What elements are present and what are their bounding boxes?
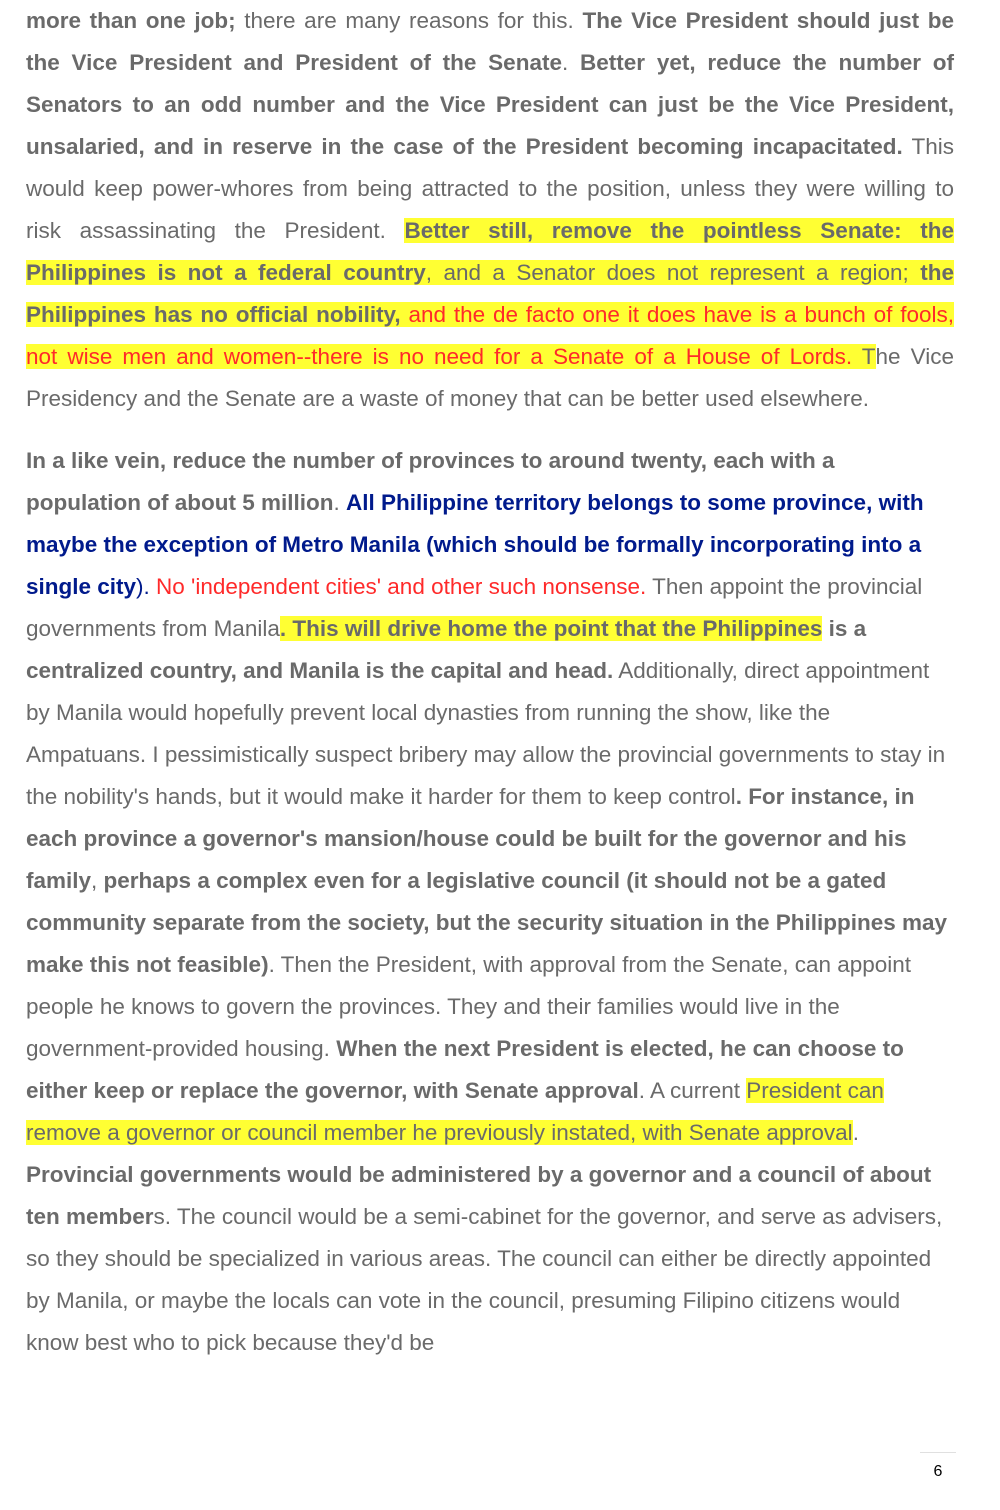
- text-run: In a like vein, reduce the number of provinces to around twenty, each with a population of about 5 million: [26, 448, 835, 515]
- text-run: President can remove a governor or council member he previously instated, with Senate approval: [26, 1078, 884, 1145]
- page-number: 6: [933, 1463, 943, 1480]
- text-run: The Vice President should just be the Vice President and President of the Senate: [26, 8, 955, 75]
- text-run: , and a Senator does not represent a region;: [425, 260, 921, 285]
- text-run: No 'independent cities' and other such nonsense.: [156, 574, 647, 599]
- text-run: and the de facto one it does have is a bunch of fools, not wise men and women--there is no need for a Senate of a House of Lords.: [26, 302, 954, 369]
- text-run: he Vice Presidency and the Senate are a waste of money that can be better used elsewhere.: [26, 344, 954, 411]
- text-run: When the next President is elected, he can choose to either keep or replace the governor, with Senate approval: [26, 1036, 904, 1103]
- text-run: .: [561, 50, 581, 75]
- text-run: the Philippines has no official nobility,: [26, 260, 954, 327]
- text-run: Provincial governments would be administered by a governor and a council of about ten member: [26, 1162, 932, 1229]
- text-run: .: [852, 1120, 859, 1145]
- paragraph-provinces: [26, 440, 954, 1364]
- text-run: is a centralized country, and Manila is the capital and head.: [26, 616, 867, 683]
- text-run: Better yet, reduce the number of Senators to an odd number and the Vice President can just be the Vice President, unsalaried, and in reserve in the case of the President becoming incapacitated.: [26, 50, 954, 159]
- text-run: . A current: [638, 1078, 747, 1103]
- text-run: ,: [91, 868, 104, 893]
- page-number-rule: [920, 1452, 956, 1453]
- text-run: ).: [136, 574, 157, 599]
- text-run: .: [333, 490, 346, 515]
- document-page: [26, 0, 954, 1364]
- text-run: s. The council would be a semi-cabinet for the governor, and serve as advisers, so they should be specialized in various areas. The council can either be directly appointed by Manila, or maybe the locals can vote in the council, presuming Filipino citizens would know best who to pick because they'd be: [26, 1204, 943, 1355]
- text-run: there are many reasons for this.: [235, 8, 583, 33]
- text-run: All Philippine territory belongs to some province, with maybe the exception of Metro Manila (which should be formally incorporating into a single city: [26, 490, 924, 599]
- text-run: Additionally, direct appointment by Manila would hopefully prevent local dynasties from running the show, like the Ampatuans. I pessimistically suspect bribery may allow the provincial governments to stay in the nobility's hands, but it would make it harder for them to keep control: [26, 658, 946, 809]
- text-run: Better still, remove the pointless Senate: the Philippines is not a federal country: [26, 218, 954, 285]
- text-run: This would keep power-whores from being attracted to the position, unless they were willing to risk assassinating the President.: [26, 134, 954, 243]
- text-run: . Then the President, with approval from the Senate, can appoint people he knows to govern the provinces. They and their families would live in the government-provided housing.: [26, 952, 912, 1061]
- text-run: T: [861, 344, 876, 369]
- text-run: Then appoint the provincial governments from Manila: [26, 574, 923, 641]
- text-run: more than one job;: [26, 8, 236, 33]
- text-run: . For instance, in each province a governor's mansion/house could be built for the governor and his family: [26, 784, 915, 893]
- paragraph-senate: [26, 0, 954, 420]
- text-run: . This will drive home the point that the Philippines: [279, 616, 823, 641]
- text-run: perhaps a complex even for a legislative council (it should not be a gated community separate from the society, but the security situation in the Philippines may make this not feasible): [26, 868, 948, 977]
